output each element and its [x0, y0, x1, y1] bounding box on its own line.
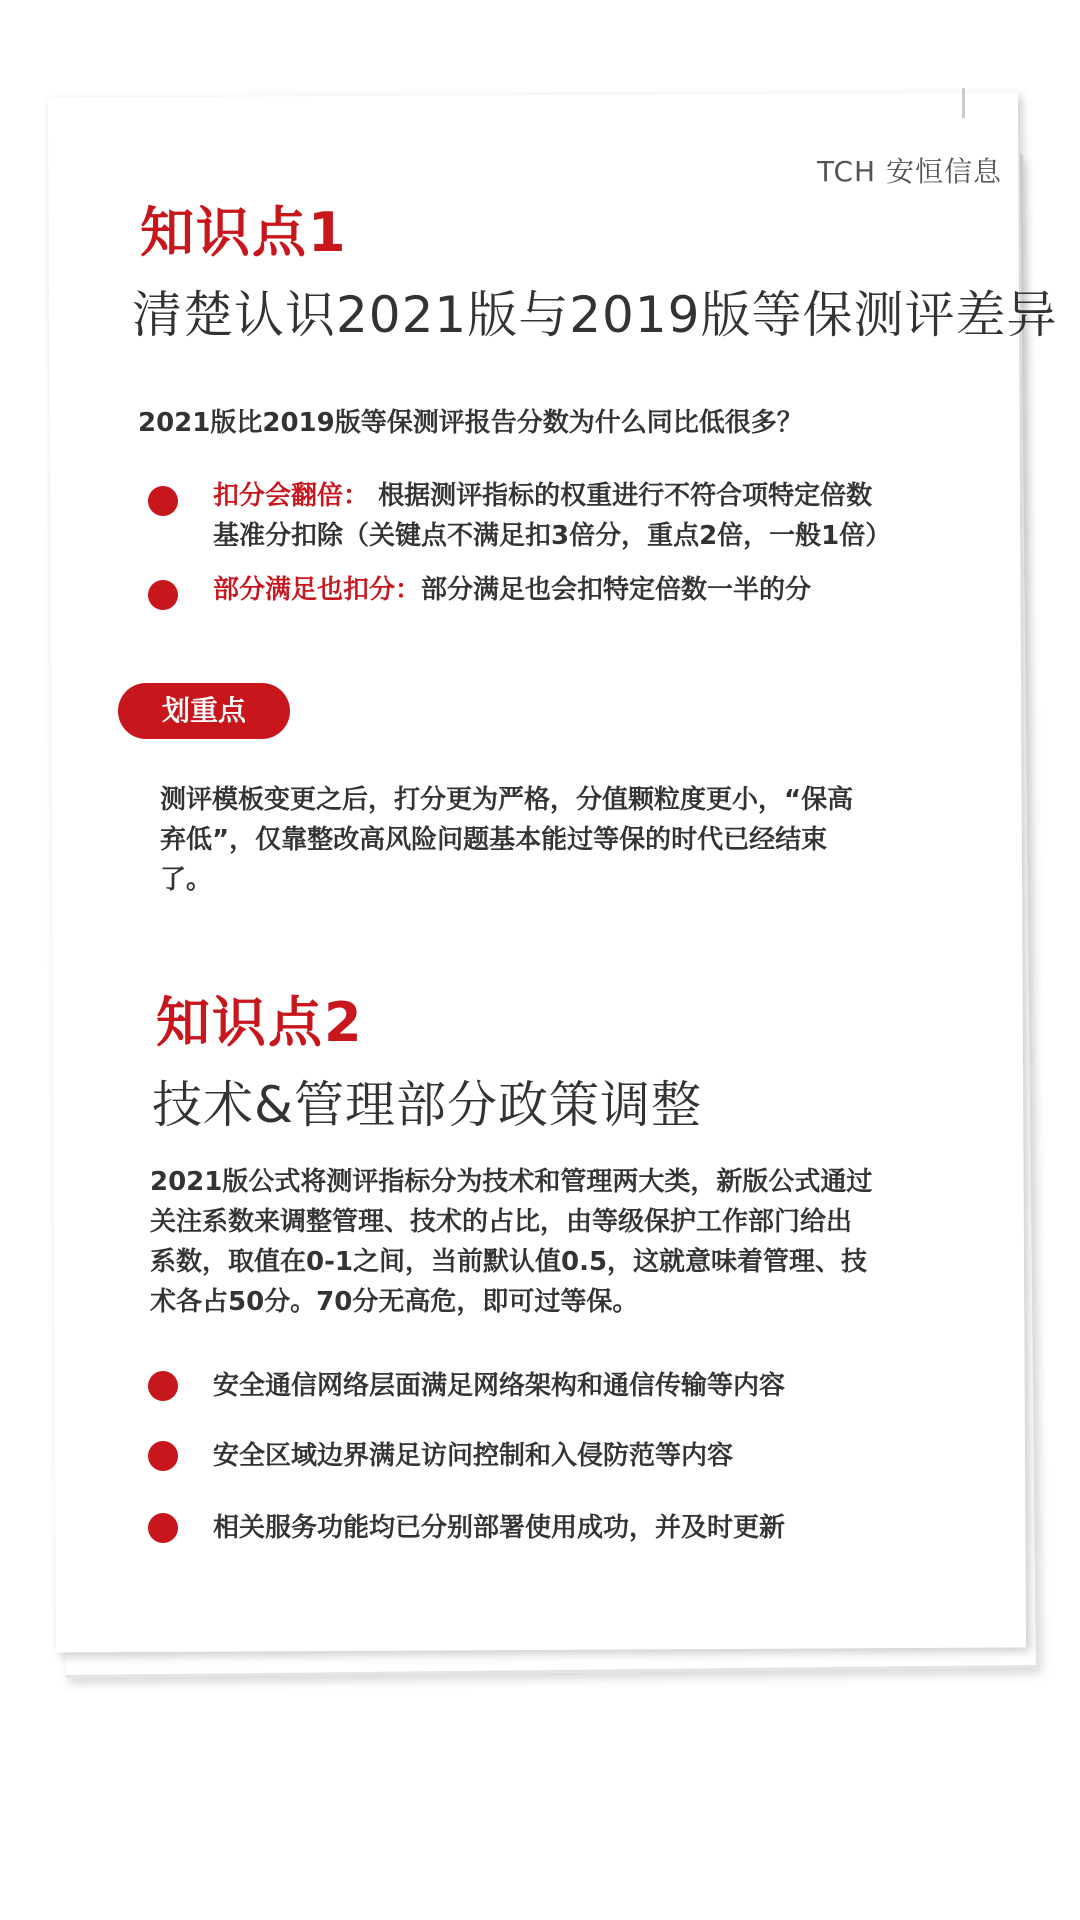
- paragraph-line: 系数，取值在0-1之间，当前默认值0.5，这就意味着管理、技: [150, 1247, 868, 1277]
- section-1-question: 2021版比2019版等保测评报告分数为什么同比低很多？: [138, 408, 803, 438]
- paragraph-line: 2021版公式将测评指标分为技术和管理两大类，新版公式通过: [150, 1167, 873, 1197]
- bullet-body-continued: 基准分扣除（关键点不满足扣3倍分，重点2倍，一般1倍）: [213, 521, 892, 551]
- bullet-title: 扣分会翻倍：: [213, 481, 370, 511]
- bullet-text: [213, 476, 993, 556]
- highlight-note: [160, 780, 1000, 900]
- bullet-dot-icon: [148, 486, 178, 516]
- knowledge-point-2-label: 知识点2: [156, 991, 364, 1054]
- bullet-text: [213, 570, 993, 610]
- section-1-heading: 清楚认识2021版与2019版等保测评差异: [132, 286, 1058, 344]
- knowledge-point-1-label: 知识点1: [140, 201, 348, 264]
- bullet-text: 安全区域边界满足访问控制和入侵防范等内容: [213, 1441, 734, 1471]
- note-line: 弃低”，仅靠整改高风险问题基本能过等保的时代已经结束: [160, 825, 828, 855]
- bullet-text: 安全通信网络层面满足网络架构和通信传输等内容: [213, 1371, 786, 1401]
- bullet-title: 部分满足也扣分：: [213, 575, 422, 605]
- note-line: 测评模板变更之后，打分更为严格，分值颗粒度更小，“保高: [160, 785, 854, 815]
- section-2-heading: 技术&管理部分政策调整: [152, 1076, 702, 1134]
- bullet-body: 根据测评指标的权重进行不符合项特定倍数: [369, 481, 873, 511]
- bullet-dot-icon: [148, 1441, 178, 1471]
- bullet-body: 部分满足也会扣特定倍数一半的分: [421, 575, 812, 605]
- brand-text: TCH 安恒信息: [817, 155, 1002, 188]
- paragraph-line: 术各占50分。70分无高危，即可过等保。: [150, 1287, 639, 1317]
- bullet-text: 相关服务功能均已分别部署使用成功，并及时更新: [213, 1513, 786, 1543]
- bullet-dot-icon: [148, 1513, 178, 1543]
- bullet-dot-icon: [148, 1371, 178, 1401]
- bullet-dot-icon: [148, 580, 178, 610]
- section-2-paragraph: [150, 1162, 1010, 1322]
- highlight-badge: 划重点: [118, 683, 290, 739]
- note-line: 了。: [160, 865, 213, 895]
- paragraph-line: 关注系数来调整管理、技术的占比，由等级保护工作部门给出: [150, 1207, 853, 1237]
